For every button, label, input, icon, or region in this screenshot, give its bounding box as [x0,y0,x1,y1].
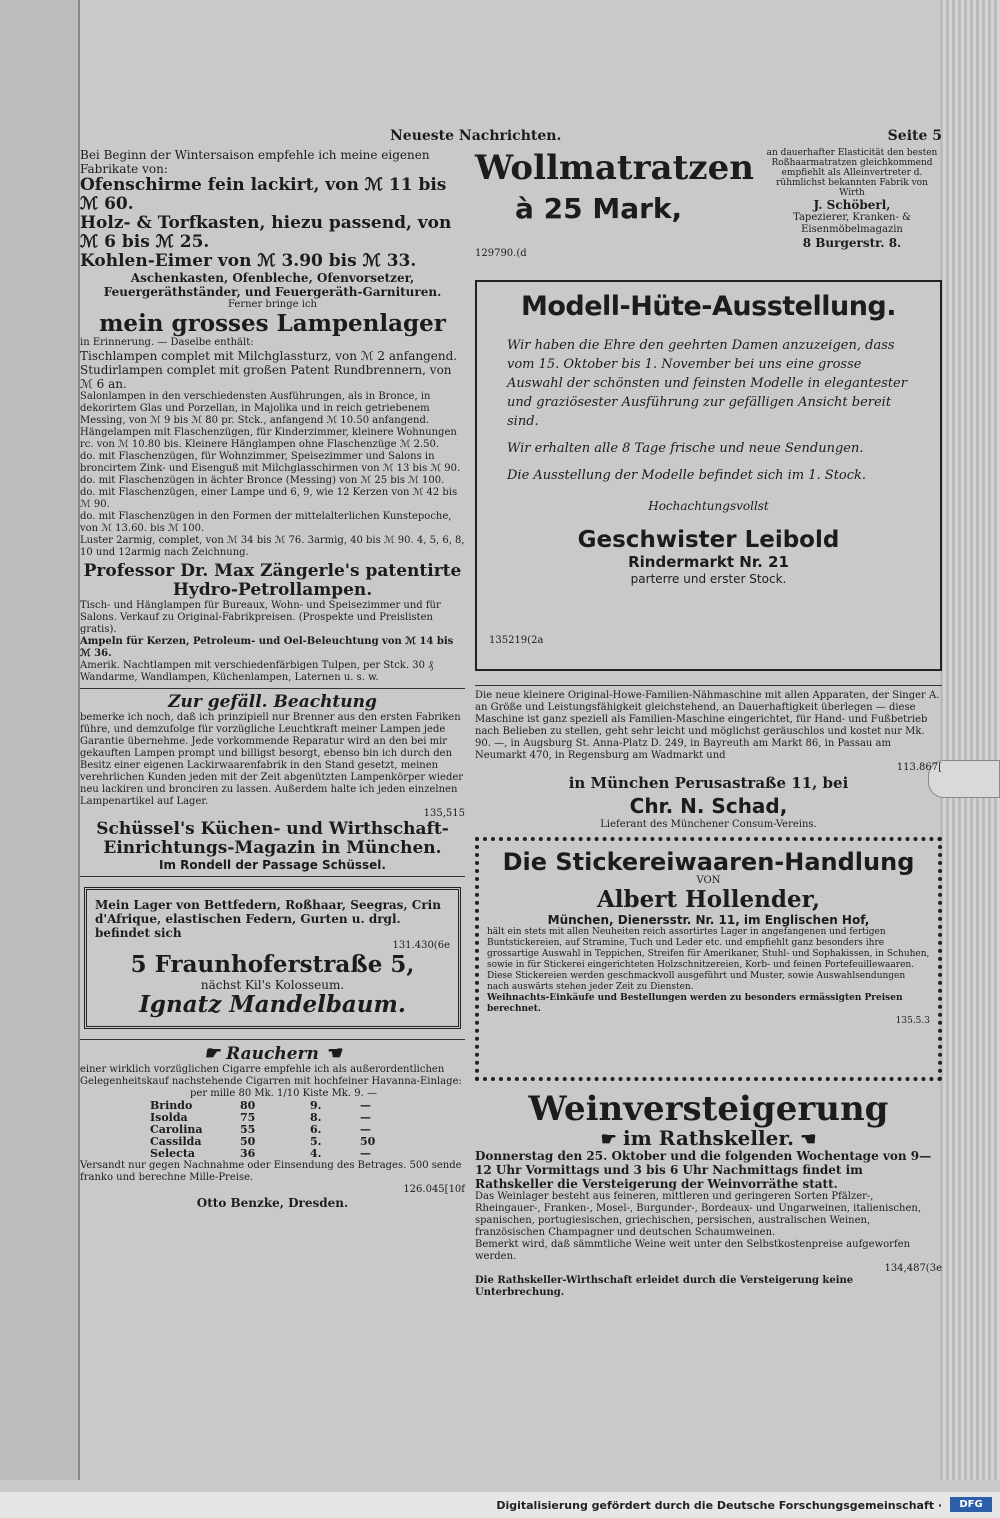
sewing-text: Die neue kleinere Original-Howe-Familien-Nähmaschine mit allen Apparaten, der Singer A. an Größe und Leistungsfähigkeit gleichstehend, an Dauerhaftigkeit überlegen — diese Maschine ist ganz speziell als Familien-Maschine eingerichtet, für Hand- und Fußbetrieb nach Belieben zu stellen, geht sehr leicht und möglichst geräuschlos und kostet nur Mk. 90. —, in Augsburg St. Anna-Platz D. 249, in Bayreuth am Markt 86, in Passau am Neumarkt 470, in Regensburg am Wadmarkt und [475,690,940,761]
hat-title: Modell-Hüte-Ausstellung. [520,291,897,322]
wine-text3: Bemerkt wird, daß sämmtliche Weine weit unter den Selbstkostenpreise aufgeworfen werden. [475,1239,911,1262]
ad-embroidery [475,837,942,1081]
cigar-box-pf: 50 [360,1135,376,1148]
amerik-text: Amerik. Nachtlampen mit verschiedenfärbigen Tulpen, per Stck. 30 ₰ Wandarme, Wandlampen, Küchenlampen, Laternen u. s. w. [80,660,434,683]
cigars-text: einer wirklich vorzüglichen Cigarre empfehle ich als außerordentlichen Gelegenheitskauf nachstehende Cigarren mit hochfeiner Havanna-Einlage: [80,1064,462,1087]
wine-sub: im Rathskeller. [623,1126,794,1150]
footer-text: Digitalisierung gefördert durch die Deutsche Forschungsgemeinschaft · [496,1499,942,1512]
mattress-price: à 25 Mark, [515,192,683,225]
hat-address: Rindermarkt Nr. 21 [628,553,789,571]
mattress-address: 8 Burgerstr. 8. [802,236,902,250]
sewing-name: Chr. N. Schad, [629,794,788,818]
lamp-item: Salonlampen in den verschiedensten Ausführungen, als in Bronce, in dekorirtem Glas und Porzellan, in Majolika und in reich getriebenem Messing, von ℳ 9 bis ℳ 80 pr. Stck., anfangend ℳ 10.50 anfangend. [80,391,431,426]
divider [475,685,942,686]
bedding-address: 5 Fraunhoferstraße 5, [130,951,415,978]
hat-p3: Die Ausstellung der Modelle befindet sich im 1. Stock. [507,468,867,483]
attention-address: Im Rondell der Passage Schüssel. [159,858,386,872]
lamp-item: Luster 2armig, complet, von ℳ 34 bis ℳ 76. 3armig, 40 bis ℳ 90. 4, 5, 6, 8, 10 und 12armig nach Zeichnung. [80,535,465,558]
cigar-box: 9. [310,1099,322,1112]
cigar-name: Cassilda [150,1135,202,1148]
mattress-name: J. Schöberl, [813,198,891,212]
cigars-col-head: per mille 80 Mk. 1/10 Kiste Mk. 9. — [190,1088,377,1099]
left-column [80,148,465,1210]
bedding-name: Ignatz Mandelbaum. [139,991,406,1018]
cigar-box-pf: — [360,1147,371,1160]
lamp-item: do. mit Flaschenzügen in den Formen der mittelalterlichen Kunstepoche, von ℳ 13.60. bis ℳ 100. [80,511,452,534]
dfg-logo: DFG [950,1497,992,1512]
cigar-box: 4. [310,1147,322,1160]
cigar-box: 8. [310,1111,322,1124]
hat-closing: Hochachtungsvollst [648,499,769,513]
lamp-item: Hängelampen mit Flaschenzügen, für Kinderzimmer, kleinere Wohnungen rc. von ℳ 10.80 bis. Kleinere Hänglampen ohne Flaschenzüge ℳ 2.50. [80,427,457,450]
wine-sub-line [475,1126,942,1150]
divider [80,1039,465,1040]
digitization-footer [0,1492,1000,1518]
bedding-near: nächst Kil's Kolosseum. [200,978,345,992]
cigars-ref: 126.045[10f [403,1184,465,1195]
cigar-box-pf: — [360,1099,371,1112]
attention-ref: 135,515 [423,808,465,819]
ad-lamp-store [80,148,465,684]
hat-floor: parterre und erster Stock. [630,572,787,586]
embroidery-title: Die Stickereiwaaren-Handlung [502,848,915,876]
bedding-ref: 131.430(6e [392,940,450,951]
cigar-name: Selecta [150,1147,196,1160]
cigars-footer: Versandt nur gegen Nachnahme oder Einsendung des Betrages. 500 sende franko und berechne Mille-Preise. [80,1160,462,1183]
cigar-mille: 50 [240,1135,256,1148]
ad-cigars [80,1044,465,1210]
wine-text: Donnerstag den 25. Oktober und die folgenden Wochentage von 9—12 Uhr Vormittags und 3 bis 6 Uhr Nachmittags findet im Rathskeller die Versteigerung der Weinvorräthe statt. [475,1149,932,1191]
ad-intro: Bei Beginn der Wintersaison empfehle ich meine eigenen Fabrikate von: [80,148,430,176]
mattress-side-text: an dauerhafter Elasticität den besten Roßhaarmatratzen gleichkommend empfiehlt als Alleinvertreter d. rühmlichst bekannten Fabrik von Wirth [766,148,938,198]
ad-wine-auction [475,1089,942,1299]
cigar-box-pf: — [360,1111,371,1124]
divider [80,876,465,877]
cigar-name: Carolina [150,1123,203,1136]
mattress-ref: 129790.(d [475,248,527,259]
attention-title: Zur gefäll. Beachtung [168,692,377,712]
ad-attention [80,693,465,872]
lamp-store-sub: in Erinnerung. — Daselbe enthält: [80,337,254,348]
embroidery-von: VON [696,875,721,886]
sewing-supplier: Lieferant des Münchener Consum-Vereins. [600,819,817,830]
wine-ref: 134,487(3e [884,1263,942,1274]
embroidery-address: München, Dienersstr. Nr. 11, im Englischen Hof, [547,913,870,927]
ad-bedding [84,887,461,1029]
cigar-mille: 36 [240,1147,256,1160]
cigar-name: Isolda [150,1111,188,1124]
previous-page-edge [0,0,80,1480]
wine-text2: Das Weinlager besteht aus feineren, mittleren und geringeren Sorten Pfälzer-, Rheingauer-, Franken-, Mosel-, Burgunder-, Bordeaux- und Ungarweinen, italienischen, spanischen, portugiesischen, griechischen, persischen, australischen Weinen, französischen Champagner und deutschen Schaumweinen. [475,1191,922,1238]
ad-item: Ofenschirme fein lackirt, von ℳ 11 bis ℳ 60. [80,175,447,214]
cigar-mille: 75 [240,1111,256,1124]
divider [80,688,465,689]
embroidery-name: Albert Hollender, [596,886,821,913]
pointing-hand-icon: ☛ [600,1129,624,1150]
pointing-hand-icon: ☚ [318,1043,342,1064]
hat-firm: Geschwister Leibold [577,527,840,553]
mattress-title: Wollmatratzen [475,148,754,188]
embroidery-text2: Weihnachts-Einkäufe und Bestellungen werden zu besonders ermässigten Preisen berechnet. [487,993,903,1014]
professor-text: Tisch- und Hänglampen für Bureaux, Wohn- und Speisezimmer und für Salons. Verkauf zu Original-Fabrikpreisen. (Prospekte und Preislisten gratis). [80,600,441,635]
cigar-mille: 80 [240,1099,256,1112]
cigars-title [80,1044,465,1064]
lamp-item: do. mit Flaschenzügen, einer Lampe und 6, 9, wie 12 Kerzen von ℳ 42 bis ℳ 90. [80,487,458,510]
cigars-firm: Otto Benzke, Dresden. [196,1196,349,1210]
cigar-price-table [150,1100,465,1160]
attention-text: bemerke ich noch, daß ich prinzipiell nur Brenner aus den ersten Fabriken führe, und demzufolge für vorzügliche Leuchtkraft meiner Lampen jede Garantie übernehme. Jede vorkommende Reparatur wird an den bei mir gekauften Lampen prompt und billigst besorgt, ebenso bin ich durch den Besitz einer eigenen Lackirwaarenfabrik in den Stand gesetzt, meinen verehrlichen Kunden jeden mit der Zeit abgenützten Lampenkörper wieder neu lackiren und bronciren zu lassen. Außerdem halte ich jeden einzelnen Lampenartikel auf Lager. [80,712,464,807]
attention-firm: Schüssel's Küchen- und Wirthschaft-Einrichtungs-Magazin in München. [96,819,449,858]
pointing-hand-icon: ☚ [793,1129,817,1150]
hat-p1: Wir haben die Ehre den geehrten Damen anzuzeigen, dass vom 15. Oktober bis 1. November bei uns eine grosse Auswahl der schönsten und feinsten Modelle in elegantester und graziösester Ausführung zur gefälligen Ansicht bereit sind. [507,338,907,429]
cigar-name: Brindo [150,1099,193,1112]
pointing-hand-icon: ☛ [203,1043,227,1064]
ad-item: Holz- & Torfkasten, hiezu passend, von ℳ 6 bis ℳ 25. [80,213,452,252]
cigar-box: 6. [310,1123,322,1136]
wine-text4: Die Rathskeller-Wirthschaft erleidet durch die Versteigerung keine Unterbrechung. [475,1275,854,1298]
ad-ferner: Ferner bringe ich [228,299,317,310]
lamp-item: Tischlampen complet mit Milchglassturz, von ℳ 2 anfangend. [80,349,458,363]
cigars-title-text: Rauchern [226,1044,319,1064]
sewing-ref: 113.867[ [896,762,942,773]
ad-item: Aschenkasten, Ofenbleche, Ofenvorsetzer, Feuergeräthständer, und Feuergeräth-Garnituren. [103,271,442,299]
ampeln-text: Ampeln für Kerzen, Petroleum- und Oel-Beleuchtung von ℳ 14 bis ℳ 36. [80,636,454,659]
lamp-item: do. mit Flaschenzügen in ächter Bronce (Messing) von ℳ 25 bis ℳ 100. [80,475,445,486]
ad-mattress [475,148,942,268]
sewing-city: in München Perusastraße 11, bei [568,774,849,792]
lamp-item: Studirlampen complet mit großen Patent Rundbrennern, von ℳ 6 an. [80,363,452,391]
hat-p2: Wir erhalten alle 8 Tage frische und neue Sendungen. [507,441,864,456]
page-number: Seite 5 [887,128,942,144]
cigar-box: 5. [310,1135,322,1148]
mattress-trade: Tapezierer, Kranken- & Eisenmöbelmagazin [793,212,911,235]
ad-hat-exhibition [475,280,942,671]
hat-ref: 135219(2a [489,635,544,646]
newspaper-page [80,128,942,1388]
bedding-text: Mein Lager von Bettfedern, Roßhaar, Seegras, Crin d'Afrique, elastischen Federn, Gurten u. drgl. befindet sich [95,898,441,940]
cigar-box-pf: — [360,1123,371,1136]
cigar-mille: 55 [240,1123,256,1136]
lamp-store-title: mein grosses Lampenlager [99,310,446,337]
ad-item: Kohlen-Eimer von ℳ 3.90 bis ℳ 33. [80,251,417,271]
ad-sewing-machine [475,690,942,831]
newspaper-title: Neueste Nachrichten. [390,128,562,144]
embroidery-text: hält ein stets mit allen Neuheiten reich assortirtes Lager in angefangenen und fertigen Buntstickereien, auf Stramine, Tuch und Leder etc. und empfiehlt ganz besonders ihre grossartige Auswahl in Teppichen, Streifen für Amerikaner, Stuhl- und Sophakissen, in Schuhen, sowie in für Stickerei eingerichteten Holzschnitzereien, Korb- und feinen Portefeuillewaaren. Diese Stickereien werden geschmackvoll ausgeführt und Muster, sowie Auswahlsendungen nach auswärts stehen jeder Zeit zu Diensten. [487,927,930,992]
wine-title: Weinversteigerung [528,1089,889,1129]
mattress-side [762,148,942,250]
lamp-item: do. mit Flaschenzügen, für Wohnzimmer, Speisezimmer und Salons in broncirtem Zink- und Eisenguß mit Milchglasschirmen von ℳ 13 bis ℳ 90. [80,451,461,474]
professor-title: Professor Dr. Max Zängerle's patentirte Hydro-Petrollampen. [83,561,462,600]
embroidery-ref: 135.5.3 [895,1016,930,1026]
right-column [475,148,942,1299]
page-fore-edge [940,0,1000,1480]
